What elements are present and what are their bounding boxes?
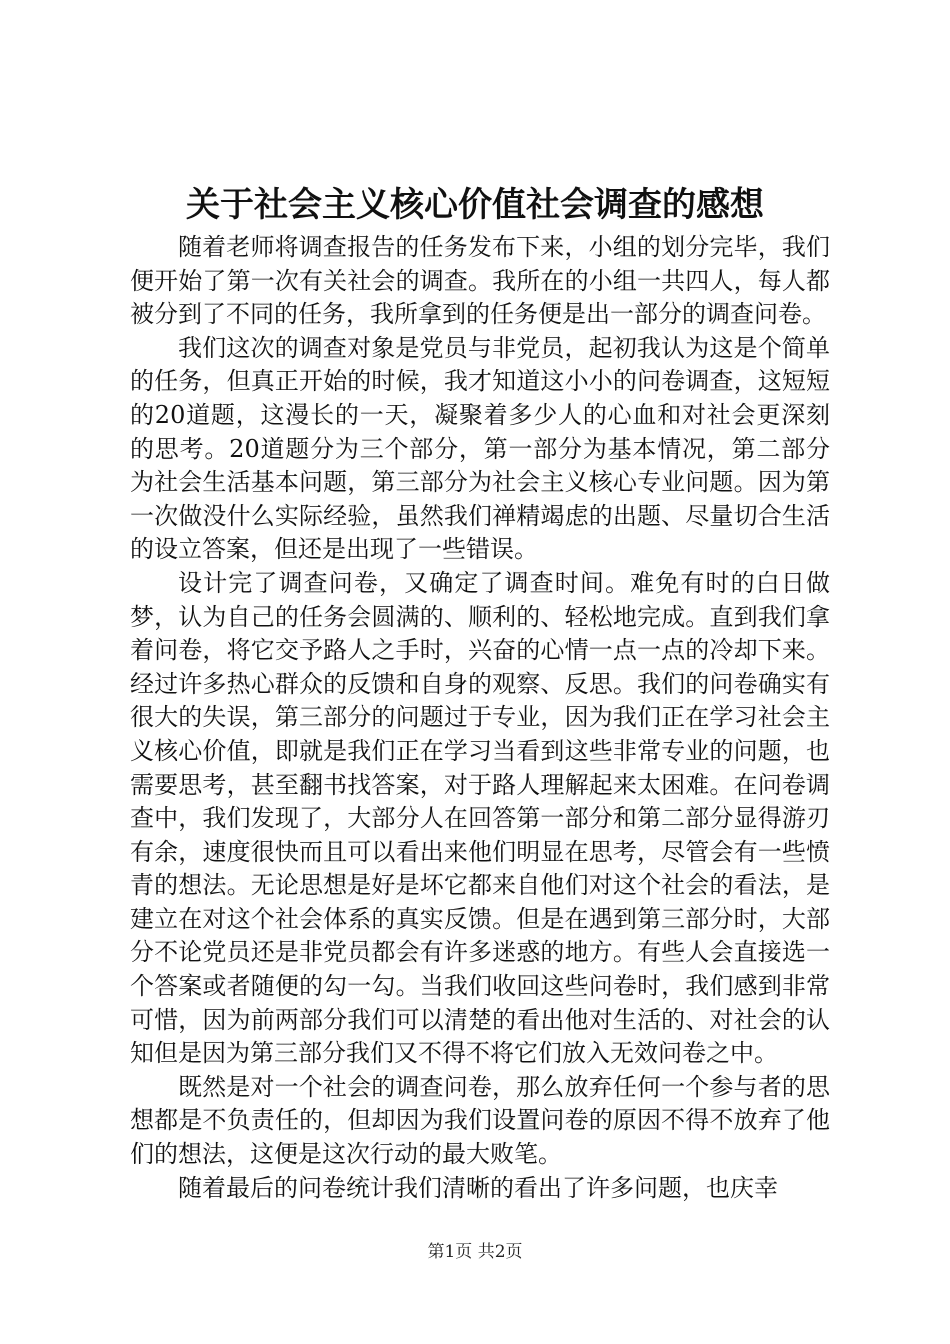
- paragraph-1: 随着老师将调查报告的任务发布下来，小组的划分完毕，我们便开始了第一次有关社会的调查。我所在的小组一共四人，每人都被分到了不同的任务，我所拿到的任务便是出一部分的调查问卷。: [130, 233, 830, 329]
- paragraph-2: 我们这次的调查对象是党员与非党员，起初我认为这是个简单的任务，但真正开始的时候，我才知道这小小的问卷调查，这短短的20道题，这漫长的一天，凝聚着多少人的心血和对社会更深刻的思考。20道题分为三个部分，第一部分为基本情况，第二部分为社会生活基本问题，第三部分为社会主义核心专业问题。因为第一次做没什么实际经验，虽然我们禅精竭虑的出题、尽量切合生活的设立答案，但还是出现了一些错误。: [130, 333, 830, 564]
- document-body: [130, 231, 830, 1205]
- page-footer: 第1页 共2页: [427, 1242, 523, 1262]
- paragraph-3: 设计完了调查问卷，又确定了调查时间。难免有时的白日做梦，认为自己的任务会圆满的、顺利的、轻松地完成。直到我们拿着问卷，将它交予路人之手时，兴奋的心情一点一点的冷却下来。经过许多热心群众的反馈和自身的观察、反思。我们的问卷确实有很大的失误，第三部分的问题过于专业，因为我们正在学习社会主义核心价值，即就是我们正在学习当看到这些非常专业的问题，也需要思考，甚至翻书找答案，对于路人理解起来太困难。在问卷调查中，我们发现了，大部分人在回答第一部分和第二部分显得游刃有余，速度很快而且可以看出来他们明显在思考，尽管会有一些愤青的想法。无论思想是好是坏它都来自他们对这个社会的看法，是建立在对这个社会体系的真实反馈。但是在遇到第三部分时，大部分不论党员还是非党员都会有许多迷惑的地方。有些人会直接选一个答案或者随便的勾一勾。当我们收回这些问卷时，我们感到非常可惜，因为前两部分我们可以清楚的看出他对生活的、对社会的认知但是因为第三部分我们又不得不将它们放入无效问卷之中。: [130, 568, 830, 1068]
- paragraph-4: 既然是对一个社会的调查问卷，那么放弃任何一个参与者的思想都是不负责任的，但却因为我们设置问卷的原因不得不放弃了他们的想法，这便是这次行动的最大败笔。: [130, 1072, 830, 1169]
- document-title: 关于社会主义核心价值社会调查的感想: [186, 185, 764, 225]
- paragraph-5: 随着最后的问卷统计我们清晰的看出了许多问题，也庆幸: [178, 1173, 778, 1202]
